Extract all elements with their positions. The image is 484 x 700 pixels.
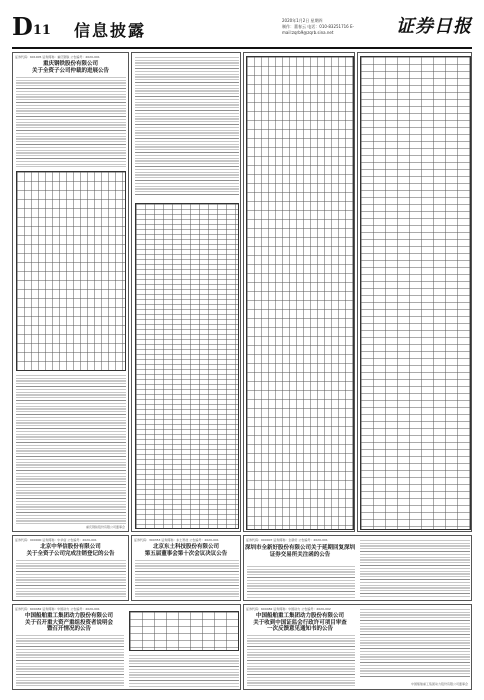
body-text [135,560,239,598]
body-text [135,57,239,197]
body-text [16,635,124,687]
table-block-2 [357,52,472,532]
body-text [16,560,126,598]
announcement-title: 北京东土科技股份有限公司 第五届董事会第十次会议决议公告 [144,544,228,557]
body-text [16,375,126,525]
table-block-1 [243,52,355,532]
masthead-rule [12,47,472,49]
section-title: 信息披露 [74,21,147,40]
masthead [12,12,472,46]
announcement-title: 中国船舶重工集团动力股份有限公司 关于收到中国证监会行政许可项目审查 一次反馈意见通知书的公告 [253,613,347,632]
signature: 中国船舶重工集团动力股份有限公司董事会 [410,682,468,686]
body-text [247,566,355,598]
announcement-mid-right [243,535,472,601]
stock-code-line: 证券代码：000007 证券简称：全新好 公告编号：2020-001 [246,538,328,542]
announcement-title: 重庆钢铁股份有限公司 关于全资子公司仲裁的进展公告 [31,61,109,74]
announcement-top-left [12,52,129,532]
stock-code-line: 证券代码：000000 证券简称：中华信 公告编号：2020-001 [15,538,97,542]
body-text [129,655,239,687]
data-table [246,56,354,530]
announcement-mid-left [12,535,129,601]
stock-code-line: 证券代码：601005 证券简称：重庆钢铁 公告编号：2020-001 [15,55,100,59]
body-text [360,609,470,679]
body-text [16,77,126,167]
data-table [360,56,471,530]
announcement-title: 中国船舶重工集团动力股份有限公司 关于召开重大资产重组投资者说明会 暨召开情况的公告 [24,613,113,632]
issue-info: 2020年1月2日 星期四 制作：董春云 电话：010-83251716 E-mail:zqrb9@zqrb.sina.net [282,18,354,35]
announcement-bottom-left [12,604,241,690]
announcement-mid-center [131,535,241,601]
page-number: D11 [12,12,51,41]
stock-code-line: 证券代码：600482 证券简称：中国动力 公告编号：2020-001 [15,607,100,611]
data-table [129,611,239,651]
body-text [360,540,470,598]
announcement-title: 深圳市全新好股份有限公司关于延期回复深圳 证券交易所关注函的公告 [244,545,355,558]
announcement-title: 北京中华信股份有限公司 关于全资子公司完成注销登记的公告 [26,544,115,557]
signature: 重庆钢铁股份有限公司董事会 [85,525,125,529]
stock-code-line: 证券代码：600482 证券简称：中国动力 公告编号：2020-002 [246,607,331,611]
newspaper-logo: 证券日报 [396,16,472,37]
stock-code-line: 证券代码：300353 证券简称：东土科技 公告编号：2020-001 [134,538,219,542]
body-text [247,635,355,687]
data-table [135,203,239,529]
announcement-bottom-right [243,604,472,690]
announcement-center-column [131,52,241,532]
data-table [16,171,126,371]
